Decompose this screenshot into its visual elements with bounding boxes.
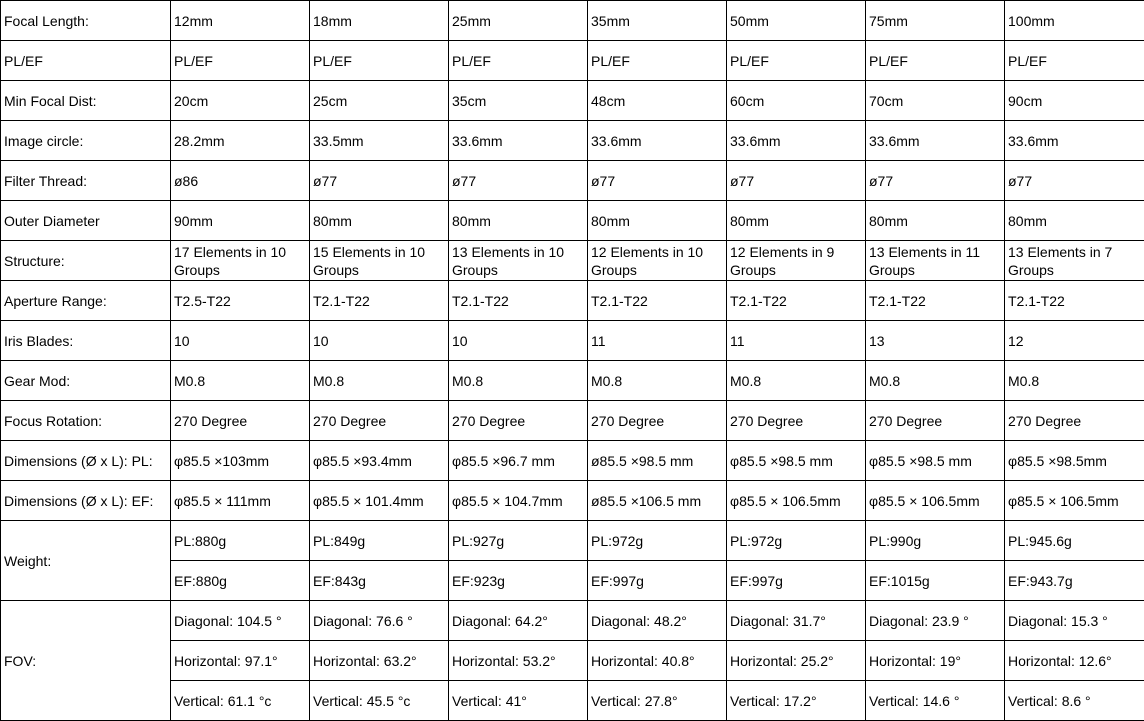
spec-cell: 33.6mm: [449, 121, 588, 161]
spec-cell: Vertical: 27.8°: [588, 681, 727, 721]
spec-cell: 50mm: [727, 1, 866, 41]
spec-cell: PL:880g: [171, 521, 310, 561]
spec-cell: M0.8: [310, 361, 449, 401]
row-label: Iris Blades:: [1, 321, 171, 361]
spec-cell: 28.2mm: [171, 121, 310, 161]
spec-cell: Horizontal: 53.2°: [449, 641, 588, 681]
spec-cell: 270 Degree: [1005, 401, 1144, 441]
row-label: PL/EF: [1, 41, 171, 81]
row-label: FOV:: [1, 601, 171, 721]
row-gear-mod: [1, 361, 1144, 401]
spec-cell: M0.8: [449, 361, 588, 401]
spec-cell: 10: [171, 321, 310, 361]
spec-cell: T2.1-T22: [1005, 281, 1144, 321]
spec-cell: ø77: [588, 161, 727, 201]
row-focal-length: [1, 1, 1144, 41]
row-outer-diameter: [1, 201, 1144, 241]
row-focus-rotation: [1, 401, 1144, 441]
spec-cell: Horizontal: 19°: [866, 641, 1005, 681]
spec-cell: PL/EF: [171, 41, 310, 81]
row-label: Gear Mod:: [1, 361, 171, 401]
row-structure: [1, 241, 1144, 281]
spec-cell: φ85.5 × 106.5mm: [866, 481, 1005, 521]
spec-cell: 75mm: [866, 1, 1005, 41]
spec-cell: 18mm: [310, 1, 449, 41]
spec-cell: EF:997g: [588, 561, 727, 601]
spec-cell: ø77: [310, 161, 449, 201]
spec-cell: M0.8: [866, 361, 1005, 401]
spec-cell: T2.5-T22: [171, 281, 310, 321]
spec-cell: PL/EF: [449, 41, 588, 81]
row-label: Dimensions (Ø x L): PL:: [1, 441, 171, 481]
spec-cell: 33.6mm: [1005, 121, 1144, 161]
spec-cell: PL/EF: [588, 41, 727, 81]
spec-table-body: [1, 1, 1144, 721]
spec-cell: PL:972g: [727, 521, 866, 561]
spec-cell: T2.1-T22: [310, 281, 449, 321]
spec-cell: 270 Degree: [449, 401, 588, 441]
spec-cell: Vertical: 8.6 °: [1005, 681, 1144, 721]
spec-cell: Vertical: 41°: [449, 681, 588, 721]
spec-cell: 90cm: [1005, 81, 1144, 121]
spec-cell: 70cm: [866, 81, 1005, 121]
spec-cell: Horizontal: 97.1°: [171, 641, 310, 681]
spec-cell: ø77: [866, 161, 1005, 201]
spec-cell: EF:997g: [727, 561, 866, 601]
row-fov-horizontal: [1, 641, 1144, 681]
row-label: Min Focal Dist:: [1, 81, 171, 121]
spec-cell: 100mm: [1005, 1, 1144, 41]
spec-cell: φ85.5 ×98.5 mm: [727, 441, 866, 481]
row-label: Structure:: [1, 241, 171, 281]
spec-cell: 11: [727, 321, 866, 361]
row-mount: [1, 41, 1144, 81]
spec-cell: 12: [1005, 321, 1144, 361]
spec-cell: EF:843g: [310, 561, 449, 601]
spec-cell: φ85.5 ×98.5mm: [1005, 441, 1144, 481]
spec-cell: 90mm: [171, 201, 310, 241]
spec-cell: EF:880g: [171, 561, 310, 601]
spec-cell: EF:1015g: [866, 561, 1005, 601]
spec-cell: PL/EF: [866, 41, 1005, 81]
spec-cell: 10: [310, 321, 449, 361]
spec-cell: PL:849g: [310, 521, 449, 561]
spec-cell: PL/EF: [727, 41, 866, 81]
row-label: Filter Thread:: [1, 161, 171, 201]
spec-cell: φ85.5 × 106.5mm: [727, 481, 866, 521]
spec-cell: T2.1-T22: [588, 281, 727, 321]
spec-cell: 12 Elements in 10 Groups: [588, 241, 727, 281]
spec-cell: Diagonal: 15.3 °: [1005, 601, 1144, 641]
spec-cell: PL:927g: [449, 521, 588, 561]
spec-cell: 270 Degree: [588, 401, 727, 441]
spec-cell: 25cm: [310, 81, 449, 121]
spec-cell: Diagonal: 31.7°: [727, 601, 866, 641]
spec-cell: Diagonal: 48.2°: [588, 601, 727, 641]
spec-cell: φ85.5 × 104.7mm: [449, 481, 588, 521]
row-label: Image circle:: [1, 121, 171, 161]
spec-cell: Horizontal: 25.2°: [727, 641, 866, 681]
spec-cell: M0.8: [171, 361, 310, 401]
spec-cell: 270 Degree: [171, 401, 310, 441]
spec-cell: 25mm: [449, 1, 588, 41]
spec-cell: φ85.5 × 106.5mm: [1005, 481, 1144, 521]
spec-cell: 80mm: [310, 201, 449, 241]
spec-cell: 270 Degree: [866, 401, 1005, 441]
spec-cell: ø77: [727, 161, 866, 201]
spec-cell: PL:972g: [588, 521, 727, 561]
spec-cell: 15 Elements in 10 Groups: [310, 241, 449, 281]
spec-cell: 60cm: [727, 81, 866, 121]
spec-cell: 48cm: [588, 81, 727, 121]
row-label: Focus Rotation:: [1, 401, 171, 441]
spec-cell: 270 Degree: [310, 401, 449, 441]
spec-cell: ø85.5 ×106.5 mm: [588, 481, 727, 521]
spec-cell: PL:990g: [866, 521, 1005, 561]
spec-cell: Horizontal: 12.6°: [1005, 641, 1144, 681]
spec-cell: φ85.5 × 101.4mm: [310, 481, 449, 521]
spec-cell: 13: [866, 321, 1005, 361]
spec-cell: φ85.5 ×98.5 mm: [866, 441, 1005, 481]
spec-cell: 12mm: [171, 1, 310, 41]
row-fov-vertical: [1, 681, 1144, 721]
spec-cell: Vertical: 45.5 °c: [310, 681, 449, 721]
row-label: Aperture Range:: [1, 281, 171, 321]
spec-cell: 12 Elements in 9 Groups: [727, 241, 866, 281]
spec-cell: 80mm: [1005, 201, 1144, 241]
spec-cell: 80mm: [866, 201, 1005, 241]
spec-cell: Diagonal: 23.9 °: [866, 601, 1005, 641]
spec-cell: Vertical: 17.2°: [727, 681, 866, 721]
spec-cell: 35cm: [449, 81, 588, 121]
spec-cell: Diagonal: 104.5 °: [171, 601, 310, 641]
spec-cell: 80mm: [588, 201, 727, 241]
spec-cell: Horizontal: 63.2°: [310, 641, 449, 681]
spec-cell: 20cm: [171, 81, 310, 121]
spec-cell: T2.1-T22: [727, 281, 866, 321]
spec-cell: EF:943.7g: [1005, 561, 1144, 601]
spec-cell: ø85.5 ×98.5 mm: [588, 441, 727, 481]
spec-cell: 33.6mm: [588, 121, 727, 161]
row-label: Weight:: [1, 521, 171, 601]
spec-cell: 17 Elements in 10 Groups: [171, 241, 310, 281]
spec-cell: ø77: [449, 161, 588, 201]
spec-cell: PL/EF: [1005, 41, 1144, 81]
spec-cell: M0.8: [1005, 361, 1144, 401]
spec-cell: PL/EF: [310, 41, 449, 81]
row-filter-thread: [1, 161, 1144, 201]
spec-cell: 33.5mm: [310, 121, 449, 161]
spec-cell: φ85.5 ×103mm: [171, 441, 310, 481]
spec-cell: M0.8: [588, 361, 727, 401]
spec-cell: EF:923g: [449, 561, 588, 601]
spec-cell: 13 Elements in 11 Groups: [866, 241, 1005, 281]
spec-cell: 80mm: [727, 201, 866, 241]
spec-cell: φ85.5 ×93.4mm: [310, 441, 449, 481]
spec-cell: 33.6mm: [866, 121, 1005, 161]
spec-cell: 270 Degree: [727, 401, 866, 441]
row-weight-pl: [1, 521, 1144, 561]
spec-cell: T2.1-T22: [866, 281, 1005, 321]
spec-cell: M0.8: [727, 361, 866, 401]
row-fov-diagonal: [1, 601, 1144, 641]
row-min-focal-dist: [1, 81, 1144, 121]
row-image-circle: [1, 121, 1144, 161]
spec-cell: Diagonal: 64.2°: [449, 601, 588, 641]
spec-cell: ø86: [171, 161, 310, 201]
spec-cell: 33.6mm: [727, 121, 866, 161]
row-label: Focal Length:: [1, 1, 171, 41]
row-label: Outer Diameter: [1, 201, 171, 241]
spec-cell: 11: [588, 321, 727, 361]
row-weight-ef: [1, 561, 1144, 601]
spec-cell: Vertical: 14.6 °: [866, 681, 1005, 721]
row-aperture-range: [1, 281, 1144, 321]
row-dimensions-ef: [1, 481, 1144, 521]
spec-cell: Horizontal: 40.8°: [588, 641, 727, 681]
row-label: Dimensions (Ø x L): EF:: [1, 481, 171, 521]
spec-cell: 80mm: [449, 201, 588, 241]
row-dimensions-pl: [1, 441, 1144, 481]
spec-cell: 35mm: [588, 1, 727, 41]
spec-cell: 10: [449, 321, 588, 361]
spec-cell: 13 Elements in 10 Groups: [449, 241, 588, 281]
spec-cell: 13 Elements in 7 Groups: [1005, 241, 1144, 281]
spec-cell: T2.1-T22: [449, 281, 588, 321]
spec-cell: PL:945.6g: [1005, 521, 1144, 561]
spec-cell: Diagonal: 76.6 °: [310, 601, 449, 641]
spec-cell: Vertical: 61.1 °c: [171, 681, 310, 721]
spec-cell: φ85.5 × 111mm: [171, 481, 310, 521]
row-iris-blades: [1, 321, 1144, 361]
spec-cell: φ85.5 ×96.7 mm: [449, 441, 588, 481]
spec-cell: ø77: [1005, 161, 1144, 201]
